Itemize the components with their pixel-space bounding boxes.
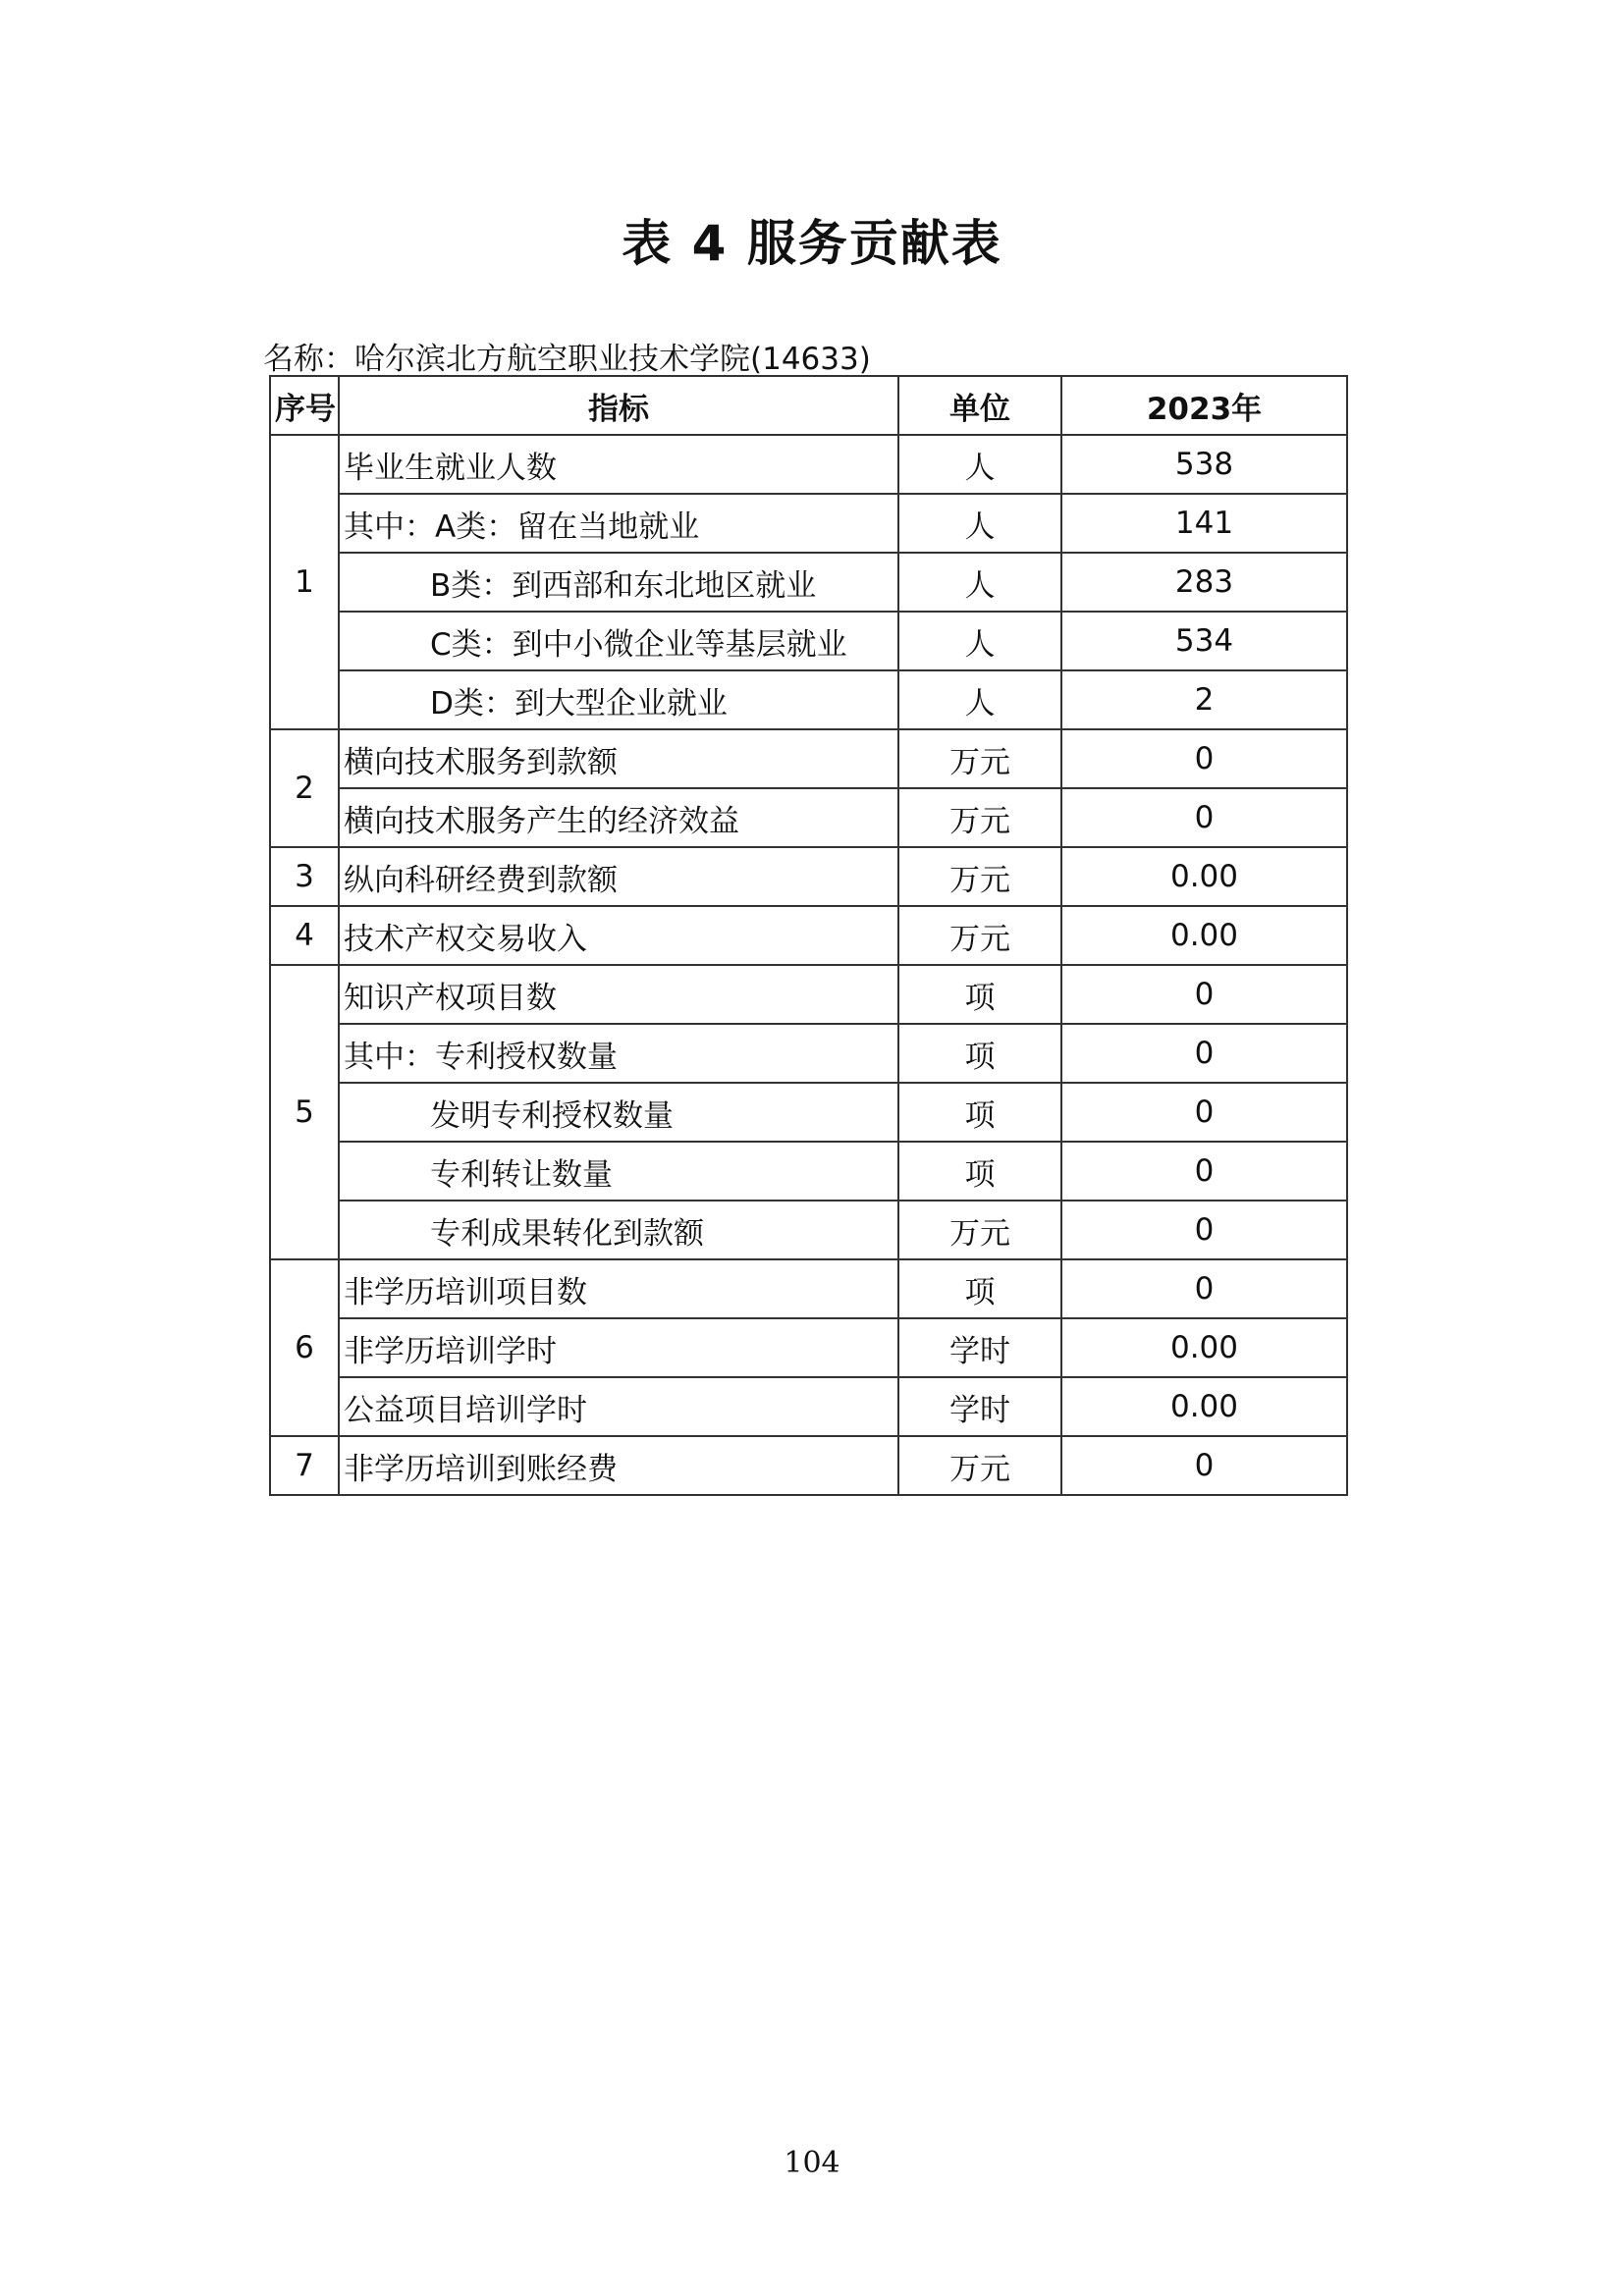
table-header-row xyxy=(270,376,1347,435)
table-row xyxy=(270,1259,1347,1318)
row-value: 0 xyxy=(1061,1201,1347,1259)
row-unit: 人 xyxy=(898,612,1061,670)
table-row xyxy=(270,494,1347,553)
row-unit: 人 xyxy=(898,494,1061,553)
row-value: 0.00 xyxy=(1061,1377,1347,1436)
row-value: 0 xyxy=(1061,788,1347,847)
service-contribution-table xyxy=(269,375,1348,1496)
row-value: 0.00 xyxy=(1061,1318,1347,1377)
row-indicator: 非学历培训学时 xyxy=(339,1318,898,1377)
table-row xyxy=(270,788,1347,847)
row-value: 0 xyxy=(1061,1083,1347,1142)
row-value: 538 xyxy=(1061,435,1347,494)
table-row xyxy=(270,1318,1347,1377)
row-indicator: 发明专利授权数量 xyxy=(339,1083,898,1142)
row-indicator: 非学历培训项目数 xyxy=(339,1259,898,1318)
row-unit: 项 xyxy=(898,1083,1061,1142)
row-seq-number: 5 xyxy=(270,965,339,1259)
row-seq-number: 3 xyxy=(270,847,339,906)
row-unit: 项 xyxy=(898,1024,1061,1083)
row-indicator: 横向技术服务到款额 xyxy=(339,729,898,788)
row-unit: 人 xyxy=(898,670,1061,729)
row-unit: 学时 xyxy=(898,1318,1061,1377)
table-row xyxy=(270,729,1347,788)
table-row xyxy=(270,906,1347,965)
page-title: 表 4 服务贡献表 xyxy=(622,215,1002,272)
row-unit: 万元 xyxy=(898,1436,1061,1495)
row-indicator: C类：到中小微企业等基层就业 xyxy=(339,612,898,670)
row-indicator: 知识产权项目数 xyxy=(339,965,898,1024)
row-unit: 万元 xyxy=(898,729,1061,788)
table-body xyxy=(270,435,1347,1495)
table-row xyxy=(270,1142,1347,1201)
row-indicator: 纵向科研经费到款额 xyxy=(339,847,898,906)
table-row xyxy=(270,612,1347,670)
row-value: 2 xyxy=(1061,670,1347,729)
row-indicator: D类：到大型企业就业 xyxy=(339,670,898,729)
row-unit: 学时 xyxy=(898,1377,1061,1436)
table-row xyxy=(270,847,1347,906)
header-seq: 序号 xyxy=(270,376,339,435)
row-indicator: 专利转让数量 xyxy=(339,1142,898,1201)
row-value: 283 xyxy=(1061,553,1347,612)
table-row xyxy=(270,1201,1347,1259)
table-row xyxy=(270,1083,1347,1142)
header-indicator: 指标 xyxy=(339,376,898,435)
row-value: 0 xyxy=(1061,1259,1347,1318)
row-seq-number: 4 xyxy=(270,906,339,965)
row-value: 0 xyxy=(1061,729,1347,788)
row-unit: 万元 xyxy=(898,788,1061,847)
institution-name: 名称：哈尔滨北方航空职业技术学院(14633) xyxy=(263,342,871,377)
row-indicator: 公益项目培训学时 xyxy=(339,1377,898,1436)
row-seq-number: 7 xyxy=(270,1436,339,1495)
row-unit: 项 xyxy=(898,965,1061,1024)
row-unit: 人 xyxy=(898,553,1061,612)
row-unit: 万元 xyxy=(898,1201,1061,1259)
row-unit: 万元 xyxy=(898,906,1061,965)
table-row xyxy=(270,965,1347,1024)
table-row xyxy=(270,553,1347,612)
header-year: 2023年 xyxy=(1061,376,1347,435)
row-value: 0.00 xyxy=(1061,906,1347,965)
row-indicator: 横向技术服务产生的经济效益 xyxy=(339,788,898,847)
row-seq-number: 1 xyxy=(270,435,339,729)
row-value: 0 xyxy=(1061,1436,1347,1495)
row-unit: 项 xyxy=(898,1259,1061,1318)
row-value: 141 xyxy=(1061,494,1347,553)
row-indicator: 非学历培训到账经费 xyxy=(339,1436,898,1495)
table-row xyxy=(270,1436,1347,1495)
table-row xyxy=(270,670,1347,729)
row-unit: 万元 xyxy=(898,847,1061,906)
row-seq-number: 6 xyxy=(270,1259,339,1436)
page-number: 104 xyxy=(784,2146,840,2180)
row-unit: 人 xyxy=(898,435,1061,494)
row-indicator: B类：到西部和东北地区就业 xyxy=(339,553,898,612)
row-value: 534 xyxy=(1061,612,1347,670)
row-indicator: 毕业生就业人数 xyxy=(339,435,898,494)
row-value: 0 xyxy=(1061,1024,1347,1083)
row-indicator: 其中：专利授权数量 xyxy=(339,1024,898,1083)
row-unit: 项 xyxy=(898,1142,1061,1201)
row-indicator: 技术产权交易收入 xyxy=(339,906,898,965)
row-seq-number: 2 xyxy=(270,729,339,847)
row-value: 0.00 xyxy=(1061,847,1347,906)
table-row xyxy=(270,1024,1347,1083)
row-value: 0 xyxy=(1061,965,1347,1024)
row-indicator: 其中：A类：留在当地就业 xyxy=(339,494,898,553)
table-row xyxy=(270,1377,1347,1436)
header-unit: 单位 xyxy=(898,376,1061,435)
row-value: 0 xyxy=(1061,1142,1347,1201)
row-indicator: 专利成果转化到款额 xyxy=(339,1201,898,1259)
table-row xyxy=(270,435,1347,494)
